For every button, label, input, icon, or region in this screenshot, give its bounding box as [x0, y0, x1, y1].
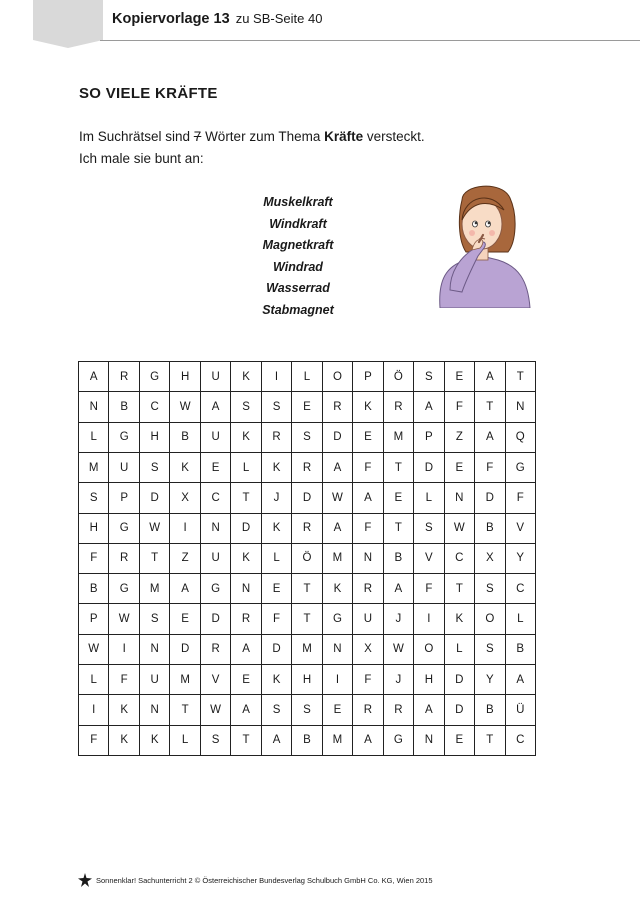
grid-cell[interactable]: B: [170, 423, 200, 453]
grid-cell[interactable]: T: [292, 574, 322, 604]
grid-cell[interactable]: S: [414, 362, 444, 392]
grid-cell[interactable]: N: [353, 544, 383, 574]
grid-cell[interactable]: G: [109, 423, 139, 453]
grid-cell[interactable]: B: [506, 635, 536, 665]
grid-cell[interactable]: K: [353, 392, 383, 422]
word-list-item: Windrad: [273, 259, 323, 274]
grid-cell[interactable]: T: [475, 726, 505, 756]
grid-cell[interactable]: W: [79, 635, 109, 665]
grid-cell[interactable]: B: [475, 514, 505, 544]
grid-cell[interactable]: A: [414, 392, 444, 422]
grid-cell[interactable]: R: [109, 362, 139, 392]
grid-cell[interactable]: R: [353, 574, 383, 604]
grid-cell[interactable]: P: [79, 604, 109, 634]
grid-cell[interactable]: C: [506, 726, 536, 756]
grid-cell[interactable]: B: [384, 544, 414, 574]
grid-cell[interactable]: I: [79, 695, 109, 725]
grid-cell[interactable]: N: [414, 726, 444, 756]
grid-cell[interactable]: P: [414, 423, 444, 453]
grid-cell[interactable]: S: [292, 423, 322, 453]
grid-cell[interactable]: N: [445, 483, 475, 513]
grid-cell[interactable]: P: [109, 483, 139, 513]
instruction-line-1: [79, 129, 425, 144]
grid-cell[interactable]: T: [506, 362, 536, 392]
grid-cell[interactable]: T: [231, 726, 261, 756]
grid-cell[interactable]: E: [445, 453, 475, 483]
grid-cell[interactable]: R: [353, 695, 383, 725]
grid-cell[interactable]: E: [231, 665, 261, 695]
grid-cell[interactable]: O: [323, 362, 353, 392]
worksheet-title: SO VIELE KRÄFTE: [79, 85, 218, 102]
grid-cell[interactable]: R: [292, 453, 322, 483]
word-list-item: Stabmagnet: [262, 302, 334, 317]
grid-cell[interactable]: F: [79, 726, 109, 756]
grid-cell[interactable]: N: [79, 392, 109, 422]
grid-cell[interactable]: H: [140, 423, 170, 453]
grid-cell[interactable]: A: [170, 574, 200, 604]
grid-cell[interactable]: Ö: [292, 544, 322, 574]
topic-word: Kräfte: [324, 129, 364, 144]
grid-cell[interactable]: S: [414, 514, 444, 544]
instruction-text-1: Im Suchrätsel sind: [79, 129, 194, 144]
grid-cell[interactable]: S: [140, 604, 170, 634]
grid-cell[interactable]: E: [445, 726, 475, 756]
grid-cell[interactable]: X: [170, 483, 200, 513]
grid-cell[interactable]: T: [292, 604, 322, 634]
grid-cell[interactable]: N: [140, 635, 170, 665]
word-list-item: Magnetkraft: [262, 238, 334, 253]
grid-cell[interactable]: A: [414, 695, 444, 725]
grid-cell[interactable]: E: [292, 392, 322, 422]
grid-cell[interactable]: G: [109, 574, 139, 604]
word-list-item: Windkraft: [269, 216, 327, 231]
grid-cell[interactable]: M: [170, 665, 200, 695]
footer-copyright: Sonnenklar! Sachunterricht 2 © Österreichischer Bundesverlag Schulbuch GmbH Co. KG, Wien 2015: [96, 875, 433, 885]
grid-cell[interactable]: S: [201, 726, 231, 756]
grid-cell[interactable]: L: [79, 665, 109, 695]
grid-cell[interactable]: X: [475, 544, 505, 574]
header-tab-decoration: [33, 0, 103, 50]
grid-cell[interactable]: E: [384, 483, 414, 513]
grid-cell[interactable]: M: [323, 544, 353, 574]
grid-cell[interactable]: A: [475, 423, 505, 453]
grid-cell[interactable]: R: [201, 635, 231, 665]
grid-cell[interactable]: U: [201, 362, 231, 392]
grid-cell[interactable]: B: [79, 574, 109, 604]
grid-cell[interactable]: L: [414, 483, 444, 513]
grid-cell[interactable]: E: [353, 423, 383, 453]
page-header-title: [112, 11, 322, 27]
grid-cell[interactable]: F: [506, 483, 536, 513]
grid-cell[interactable]: H: [79, 514, 109, 544]
grid-cell[interactable]: E: [201, 453, 231, 483]
grid-cell[interactable]: F: [79, 544, 109, 574]
grid-cell[interactable]: V: [414, 544, 444, 574]
word-list-item: Wasserrad: [266, 281, 330, 296]
grid-cell[interactable]: U: [353, 604, 383, 634]
grid-cell[interactable]: G: [323, 604, 353, 634]
header-divider: [100, 40, 640, 41]
grid-cell[interactable]: W: [201, 695, 231, 725]
grid-cell[interactable]: T: [445, 574, 475, 604]
grid-cell[interactable]: T: [384, 453, 414, 483]
grid-cell[interactable]: T: [231, 483, 261, 513]
grid-cell[interactable]: K: [170, 453, 200, 483]
grid-cell[interactable]: F: [353, 665, 383, 695]
grid-cell[interactable]: N: [506, 392, 536, 422]
grid-cell[interactable]: Ü: [506, 695, 536, 725]
grid-cell[interactable]: P: [353, 362, 383, 392]
grid-cell[interactable]: M: [79, 453, 109, 483]
grid-cell[interactable]: F: [353, 514, 383, 544]
grid-cell[interactable]: W: [384, 635, 414, 665]
grid-cell[interactable]: M: [292, 635, 322, 665]
grid-cell[interactable]: G: [201, 574, 231, 604]
page-footer: [78, 873, 433, 887]
thinking-girl-illustration: [432, 180, 534, 308]
grid-cell[interactable]: A: [201, 392, 231, 422]
grid-cell[interactable]: K: [231, 423, 261, 453]
grid-cell[interactable]: L: [231, 453, 261, 483]
grid-cell[interactable]: N: [140, 695, 170, 725]
grid-cell[interactable]: R: [231, 604, 261, 634]
grid-cell[interactable]: H: [414, 665, 444, 695]
grid-cell[interactable]: F: [414, 574, 444, 604]
grid-cell[interactable]: A: [231, 635, 261, 665]
grid-cell[interactable]: D: [231, 514, 261, 544]
header-subtitle: zu SB-Seite 40: [235, 11, 323, 26]
grid-cell[interactable]: S: [79, 483, 109, 513]
grid-cell[interactable]: I: [109, 635, 139, 665]
grid-cell[interactable]: A: [506, 665, 536, 695]
grid-cell[interactable]: S: [475, 635, 505, 665]
grid-cell[interactable]: U: [201, 423, 231, 453]
word-list: [217, 192, 379, 322]
grid-cell[interactable]: Q: [506, 423, 536, 453]
grid-cell[interactable]: A: [384, 574, 414, 604]
word-search-grid: [78, 361, 536, 756]
grid-cell[interactable]: F: [475, 453, 505, 483]
grid-cell[interactable]: D: [445, 665, 475, 695]
instruction-text-3: versteckt.: [363, 129, 425, 144]
grid-cell[interactable]: A: [475, 362, 505, 392]
grid-cell[interactable]: L: [262, 544, 292, 574]
header-label: Kopiervorlage 13: [112, 11, 230, 27]
grid-cell[interactable]: W: [323, 483, 353, 513]
grid-cell[interactable]: B: [292, 726, 322, 756]
grid-cell[interactable]: N: [231, 574, 261, 604]
grid-cell[interactable]: W: [109, 604, 139, 634]
grid-cell[interactable]: J: [384, 604, 414, 634]
grid-cell[interactable]: D: [292, 483, 322, 513]
grid-cell[interactable]: L: [445, 635, 475, 665]
grid-cell[interactable]: K: [445, 604, 475, 634]
grid-cell[interactable]: K: [231, 362, 261, 392]
grid-cell[interactable]: I: [323, 665, 353, 695]
grid-cell[interactable]: C: [201, 483, 231, 513]
grid-cell[interactable]: G: [384, 726, 414, 756]
grid-cell[interactable]: A: [323, 453, 353, 483]
grid-cell[interactable]: C: [506, 574, 536, 604]
grid-cell[interactable]: A: [262, 726, 292, 756]
grid-cell[interactable]: T: [140, 544, 170, 574]
grid-cell[interactable]: L: [79, 423, 109, 453]
grid-cell[interactable]: O: [414, 635, 444, 665]
grid-cell[interactable]: R: [384, 392, 414, 422]
grid-cell[interactable]: F: [262, 604, 292, 634]
grid-cell[interactable]: S: [475, 574, 505, 604]
grid-cell[interactable]: N: [201, 514, 231, 544]
grid-cell[interactable]: E: [262, 574, 292, 604]
grid-cell[interactable]: U: [201, 544, 231, 574]
grid-cell[interactable]: E: [170, 604, 200, 634]
grid-cell[interactable]: K: [109, 726, 139, 756]
grid-cell[interactable]: A: [323, 514, 353, 544]
grid-cell[interactable]: S: [140, 453, 170, 483]
grid-cell[interactable]: D: [445, 695, 475, 725]
grid-cell[interactable]: F: [109, 665, 139, 695]
grid-cell[interactable]: R: [262, 423, 292, 453]
grid-cell[interactable]: K: [231, 544, 261, 574]
grid-cell[interactable]: T: [475, 392, 505, 422]
grid-cell[interactable]: Y: [506, 544, 536, 574]
grid-cell[interactable]: Z: [445, 423, 475, 453]
grid-cell[interactable]: B: [109, 392, 139, 422]
grid-cell[interactable]: G: [506, 453, 536, 483]
grid-cell[interactable]: E: [323, 695, 353, 725]
grid-cell[interactable]: G: [109, 514, 139, 544]
grid-cell[interactable]: D: [262, 635, 292, 665]
grid-cell[interactable]: K: [323, 574, 353, 604]
grid-cell[interactable]: C: [140, 392, 170, 422]
grid-cell[interactable]: F: [353, 453, 383, 483]
grid-cell[interactable]: V: [506, 514, 536, 544]
grid-cell[interactable]: K: [262, 665, 292, 695]
grid-cell[interactable]: T: [384, 514, 414, 544]
grid-cell[interactable]: T: [170, 695, 200, 725]
grid-cell[interactable]: W: [140, 514, 170, 544]
grid-cell[interactable]: D: [414, 453, 444, 483]
instruction-line-2: Ich male sie bunt an:: [79, 151, 204, 166]
grid-cell[interactable]: H: [292, 665, 322, 695]
grid-cell[interactable]: Z: [170, 544, 200, 574]
grid-cell[interactable]: W: [445, 514, 475, 544]
grid-cell[interactable]: R: [292, 514, 322, 544]
grid-cell[interactable]: L: [170, 726, 200, 756]
grid-cell[interactable]: A: [231, 695, 261, 725]
grid-cell[interactable]: D: [323, 423, 353, 453]
grid-cell[interactable]: B: [475, 695, 505, 725]
grid-cell[interactable]: A: [79, 362, 109, 392]
word-list-item: Muskelkraft: [263, 195, 333, 209]
grid-cell[interactable]: C: [445, 544, 475, 574]
grid-cell[interactable]: S: [231, 392, 261, 422]
grid-cell[interactable]: I: [414, 604, 444, 634]
grid-cell[interactable]: W: [170, 392, 200, 422]
grid-cell[interactable]: K: [262, 453, 292, 483]
grid-cell[interactable]: D: [201, 604, 231, 634]
grid-cell[interactable]: X: [353, 635, 383, 665]
grid-cell[interactable]: F: [445, 392, 475, 422]
grid-cell[interactable]: V: [201, 665, 231, 695]
grid-cell[interactable]: O: [475, 604, 505, 634]
grid-cell[interactable]: S: [292, 695, 322, 725]
grid-cell[interactable]: R: [384, 695, 414, 725]
grid-cell[interactable]: D: [475, 483, 505, 513]
grid-cell[interactable]: R: [323, 392, 353, 422]
grid-cell[interactable]: I: [170, 514, 200, 544]
grid-cell[interactable]: L: [292, 362, 322, 392]
grid-cell[interactable]: M: [140, 574, 170, 604]
grid-cell[interactable]: H: [170, 362, 200, 392]
grid-cell[interactable]: M: [384, 423, 414, 453]
grid-cell[interactable]: D: [170, 635, 200, 665]
grid-cell[interactable]: D: [140, 483, 170, 513]
grid-cell[interactable]: E: [445, 362, 475, 392]
grid-cell[interactable]: R: [109, 544, 139, 574]
word-count: 7: [193, 129, 202, 144]
grid-cell[interactable]: L: [506, 604, 536, 634]
grid-cell[interactable]: A: [353, 483, 383, 513]
grid-cell[interactable]: J: [262, 483, 292, 513]
instruction-text-2: Wörter zum Thema: [201, 129, 325, 144]
grid-cell[interactable]: U: [140, 665, 170, 695]
grid-cell[interactable]: J: [384, 665, 414, 695]
grid-cell[interactable]: A: [353, 726, 383, 756]
grid-cell[interactable]: K: [262, 514, 292, 544]
publisher-logo-icon: [78, 873, 92, 887]
grid-cell[interactable]: Ö: [384, 362, 414, 392]
grid-cell[interactable]: Y: [475, 665, 505, 695]
grid-cell[interactable]: K: [109, 695, 139, 725]
grid-cell[interactable]: S: [262, 392, 292, 422]
grid-cell[interactable]: G: [140, 362, 170, 392]
grid-cell[interactable]: N: [323, 635, 353, 665]
grid-cell[interactable]: K: [140, 726, 170, 756]
grid-cell[interactable]: I: [262, 362, 292, 392]
grid-cell[interactable]: M: [323, 726, 353, 756]
grid-cell[interactable]: S: [262, 695, 292, 725]
grid-cell[interactable]: U: [109, 453, 139, 483]
